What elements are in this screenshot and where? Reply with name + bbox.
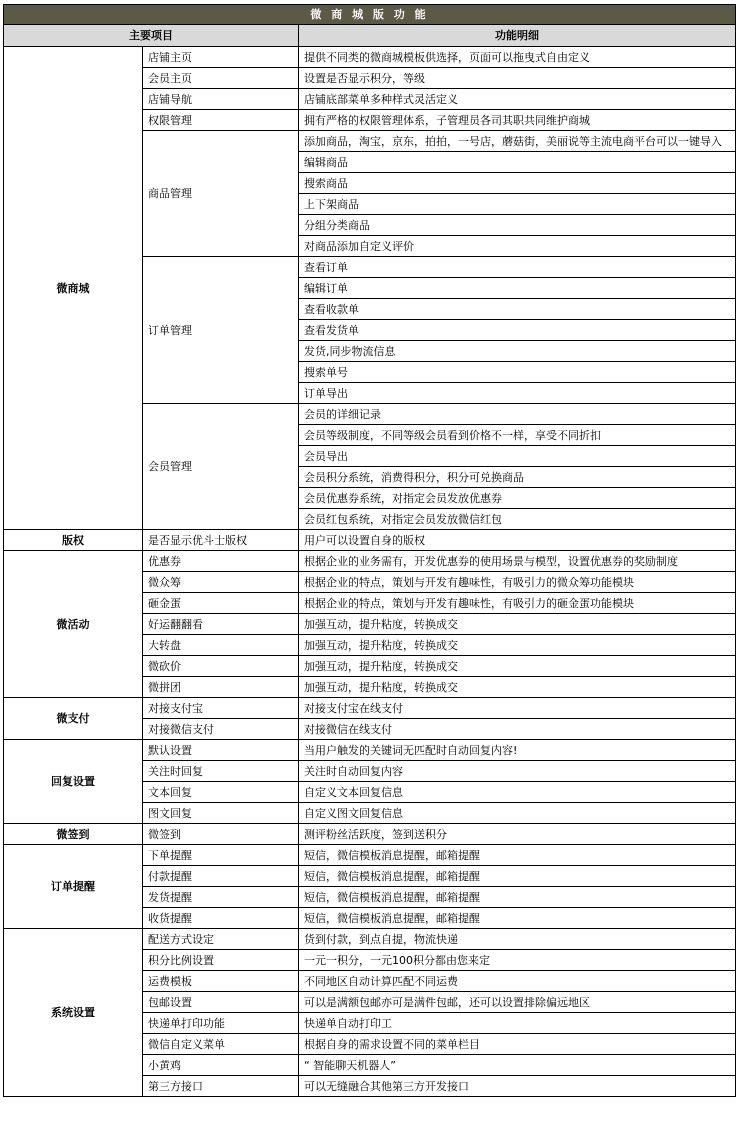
item-name-cell: 图文回复 [143, 803, 299, 824]
category-cell: 订单提醒 [4, 845, 143, 929]
item-name-cell: 包邮设置 [143, 992, 299, 1013]
detail-cell: 会员的详细记录 [299, 404, 736, 425]
category-cell: 版权 [4, 530, 143, 551]
item-name-cell: 配送方式设定 [143, 929, 299, 950]
item-name-cell: 微信自定义菜单 [143, 1034, 299, 1055]
category-cell: 微活动 [4, 551, 143, 698]
table-row [4, 47, 736, 68]
category-cell: 回复设置 [4, 740, 143, 824]
detail-cell: 当用户触发的关键词无匹配时自动回复内容! [299, 740, 736, 761]
item-name-cell: 积分比例设置 [143, 950, 299, 971]
detail-cell: 不同地区自动计算匹配不同运费 [299, 971, 736, 992]
item-name-cell: 收货提醒 [143, 908, 299, 929]
detail-cell: 根据企业的特点，策划与开发有趣味性，有吸引力的微众筹功能模块 [299, 572, 736, 593]
table-row [4, 845, 736, 866]
detail-cell: 快递单自动打印工 [299, 1013, 736, 1034]
detail-cell: “ 智能聊天机器人” [299, 1055, 736, 1076]
item-name-cell: 订单管理 [143, 257, 299, 404]
table-row [4, 698, 736, 719]
table-row [4, 824, 736, 845]
category-cell: 微支付 [4, 698, 143, 740]
table-row [4, 929, 736, 950]
item-name-cell: 运费模板 [143, 971, 299, 992]
detail-cell: 发货,同步物流信息 [299, 341, 736, 362]
detail-cell: 加强互动，提升粘度，转换成交 [299, 614, 736, 635]
detail-cell: 短信，微信模板消息提醒，邮箱提醒 [299, 866, 736, 887]
detail-cell: 分组分类商品 [299, 215, 736, 236]
header-row [4, 25, 736, 47]
detail-cell: 对接支付宝在线支付 [299, 698, 736, 719]
item-name-cell: 商品管理 [143, 131, 299, 257]
item-name-cell: 权限管理 [143, 110, 299, 131]
detail-cell: 自定义文本回复信息 [299, 782, 736, 803]
item-name-cell: 微砍价 [143, 656, 299, 677]
detail-cell: 根据企业的特点，策划与开发有趣味性，有吸引力的砸金蛋功能模块 [299, 593, 736, 614]
item-name-cell: 砸金蛋 [143, 593, 299, 614]
detail-cell: 加强互动，提升粘度，转换成交 [299, 677, 736, 698]
category-cell: 微签到 [4, 824, 143, 845]
item-name-cell: 默认设置 [143, 740, 299, 761]
item-name-cell: 店铺主页 [143, 47, 299, 68]
detail-cell: 关注时自动回复内容 [299, 761, 736, 782]
item-name-cell: 微众筹 [143, 572, 299, 593]
detail-cell: 短信，微信模板消息提醒，邮箱提醒 [299, 845, 736, 866]
item-name-cell: 会员管理 [143, 404, 299, 530]
item-name-cell: 好运翻翻看 [143, 614, 299, 635]
item-name-cell: 小黄鸡 [143, 1055, 299, 1076]
table-row [4, 551, 736, 572]
detail-cell: 加强互动，提升粘度，转换成交 [299, 635, 736, 656]
detail-cell: 会员等级制度，不同等级会员看到价格不一样，享受不同折扣 [299, 425, 736, 446]
table-body [4, 47, 736, 1097]
item-name-cell: 会员主页 [143, 68, 299, 89]
detail-cell: 搜索商品 [299, 173, 736, 194]
detail-cell: 查看收款单 [299, 299, 736, 320]
detail-cell: 可以无缝融合其他第三方开发接口 [299, 1076, 736, 1097]
detail-cell: 会员红包系统，对指定会员发放微信红包 [299, 509, 736, 530]
item-name-cell: 对接微信支付 [143, 719, 299, 740]
item-name-cell: 对接支付宝 [143, 698, 299, 719]
table-title: 微 商 城 版 功 能 [4, 5, 736, 25]
detail-cell: 短信，微信模板消息提醒，邮箱提醒 [299, 908, 736, 929]
detail-cell: 搜索单号 [299, 362, 736, 383]
detail-cell: 提供不同类的微商城模板供选择，页面可以拖曳式自由定义 [299, 47, 736, 68]
detail-cell: 对接微信在线支付 [299, 719, 736, 740]
detail-cell: 设置是否显示积分，等级 [299, 68, 736, 89]
header-main-items: 主要项目 [4, 25, 299, 47]
item-name-cell: 第三方接口 [143, 1076, 299, 1097]
detail-cell: 会员导出 [299, 446, 736, 467]
item-name-cell: 文本回复 [143, 782, 299, 803]
table-row [4, 530, 736, 551]
detail-cell: 根据企业的业务需有，开发优惠券的使用场景与模型，设置优惠券的奖励制度 [299, 551, 736, 572]
detail-cell: 测评粉丝活跃度，签到送积分 [299, 824, 736, 845]
detail-cell: 自定义图文回复信息 [299, 803, 736, 824]
detail-cell: 会员优惠券系统，对指定会员发放优惠券 [299, 488, 736, 509]
detail-cell: 对商品添加自定义评价 [299, 236, 736, 257]
detail-cell: 加强互动，提升粘度，转换成交 [299, 656, 736, 677]
item-name-cell: 微签到 [143, 824, 299, 845]
feature-table [3, 4, 736, 1097]
detail-cell: 拥有严格的权限管理体系，子管理员各司其职共同维护商城 [299, 110, 736, 131]
detail-cell: 编辑订单 [299, 278, 736, 299]
item-name-cell: 微拼团 [143, 677, 299, 698]
item-name-cell: 下单提醒 [143, 845, 299, 866]
item-name-cell: 快递单打印功能 [143, 1013, 299, 1034]
detail-cell: 短信，微信模板消息提醒，邮箱提醒 [299, 887, 736, 908]
detail-cell: 查看发货单 [299, 320, 736, 341]
detail-cell: 根据自身的需求设置不同的菜单栏目 [299, 1034, 736, 1055]
item-name-cell: 是否显示优斗士版权 [143, 530, 299, 551]
item-name-cell: 关注时回复 [143, 761, 299, 782]
detail-cell: 一元一积分，一元100积分都由您来定 [299, 950, 736, 971]
detail-cell: 货到付款，到点自提，物流快递 [299, 929, 736, 950]
detail-cell: 添加商品，淘宝，京东，拍拍，一号店，蘑菇街，美丽说等主流电商平台可以一键导入 [299, 131, 736, 152]
detail-cell: 会员积分系统，消费得积分，积分可兑换商品 [299, 467, 736, 488]
item-name-cell: 店铺导航 [143, 89, 299, 110]
detail-cell: 用户可以设置自身的版权 [299, 530, 736, 551]
detail-cell: 查看订单 [299, 257, 736, 278]
detail-cell: 可以是满额包邮亦可是满件包邮，还可以设置排除偏远地区 [299, 992, 736, 1013]
header-feature-details: 功能明细 [299, 25, 736, 47]
title-row [4, 5, 736, 25]
item-name-cell: 付款提醒 [143, 866, 299, 887]
detail-cell: 店铺底部菜单多种样式灵活定义 [299, 89, 736, 110]
detail-cell: 编辑商品 [299, 152, 736, 173]
item-name-cell: 发货提醒 [143, 887, 299, 908]
detail-cell: 上下架商品 [299, 194, 736, 215]
category-cell: 微商城 [4, 47, 143, 530]
item-name-cell: 优惠券 [143, 551, 299, 572]
detail-cell: 订单导出 [299, 383, 736, 404]
item-name-cell: 大转盘 [143, 635, 299, 656]
category-cell: 系统设置 [4, 929, 143, 1097]
table-row [4, 740, 736, 761]
